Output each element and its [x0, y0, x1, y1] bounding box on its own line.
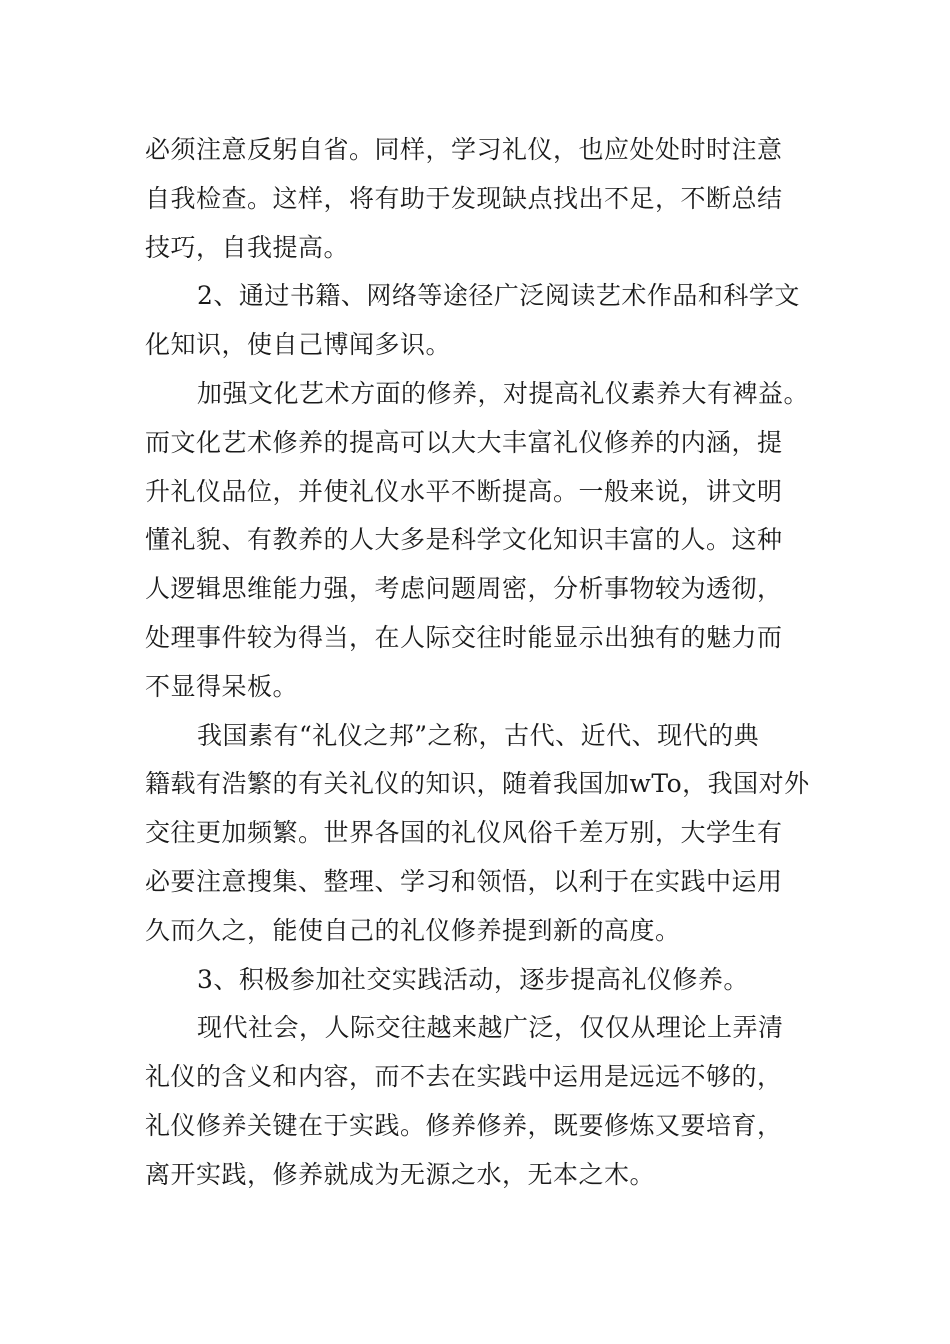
text-line: 礼仪修养关键在于实践。修养修养，既要修炼又要培育， [145, 1110, 783, 1140]
section-heading-3: 3、积极参加社交实践活动，逐步提高礼仪修养。 [197, 964, 749, 994]
text-line: 籍载有浩繁的有关礼仪的知识，随着我国加wTo，我国对外 [145, 769, 810, 799]
text-line: 必须注意反躬自省。同样，学习礼仪，也应处处时时注意 [145, 135, 783, 164]
paragraph-start: 加强文化艺术方面的修养，对提高礼仪素养大有裨益。 [197, 378, 810, 408]
paragraph-start: 现代社会，人际交往越来越广泛，仅仅从理论上弄清 [197, 1013, 784, 1043]
text-line: 不显得呆板。 [145, 671, 299, 701]
text-line: 礼仪的含义和内容，而不去在实践中运用是远远不够的， [145, 1062, 783, 1092]
text-line: 懂礼貌、有教养的人大多是科学文化知识丰富的人。这种 [145, 525, 783, 555]
text-line: 交往更加频繁。世界各国的礼仪风俗千差万别，大学生有 [145, 818, 783, 848]
paragraph-start: 我国素有“礼仪之邦”之称，古代、近代、现代的典 [197, 720, 760, 750]
section-heading-2: 2、通过书籍、网络等途径广泛阅读艺术作品和科学文 [197, 281, 800, 311]
text-line: 离开实践，修养就成为无源之水，无本之木。 [145, 1159, 656, 1189]
text-line: 技巧，自我提高。 [145, 232, 350, 262]
document-body [145, 126, 815, 1200]
text-line: 必要注意搜集、整理、学习和领悟，以利于在实践中运用 [145, 866, 783, 896]
text-line: 处理事件较为得当，在人际交往时能显示出独有的魅力而 [145, 622, 783, 652]
text-line: 而文化艺术修养的提高可以大大丰富礼仪修养的内涵，提 [145, 427, 783, 457]
text-line: 自我检查。这样，将有助于发现缺点找出不足，不断总结 [145, 183, 783, 213]
text-line: 久而久之，能使自己的礼仪修养提到新的高度。 [145, 915, 681, 945]
text-line: 化知识，使自己博闻多识。 [145, 330, 452, 360]
text-line: 升礼仪品位，并使礼仪水平不断提高。一般来说，讲文明 [145, 476, 783, 506]
text-line: 人逻辑思维能力强，考虑问题周密，分析事物较为透彻， [145, 574, 783, 604]
